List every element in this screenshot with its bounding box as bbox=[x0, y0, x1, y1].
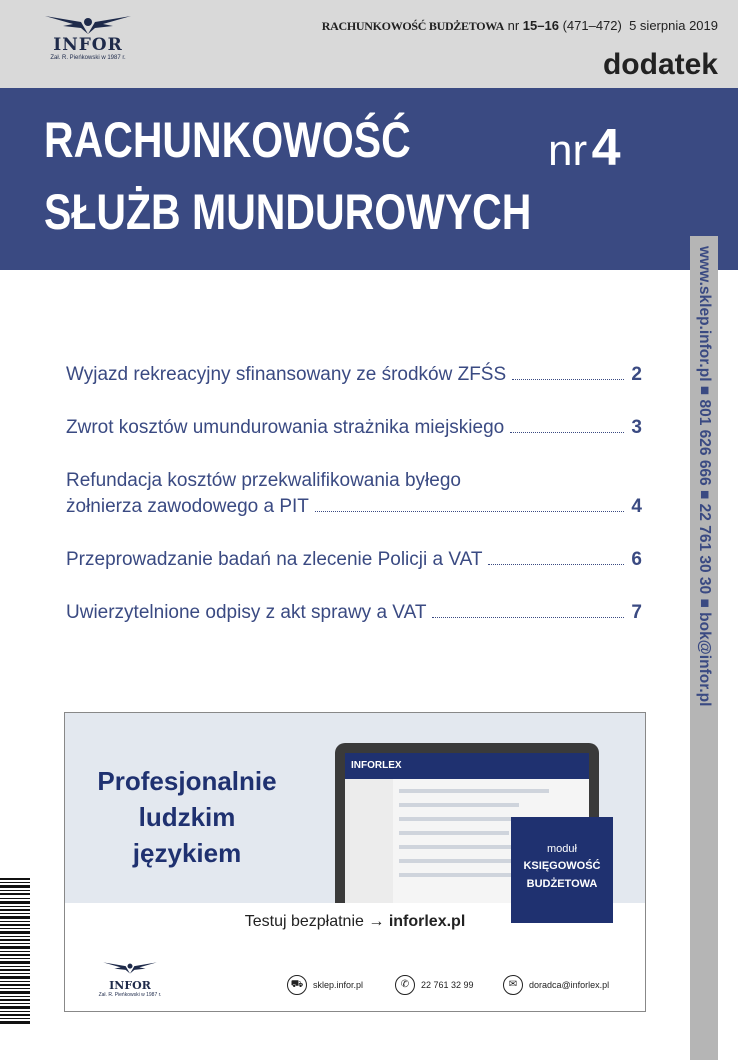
screen-row bbox=[399, 859, 529, 863]
eagle-icon bbox=[102, 961, 158, 975]
toc-page: 6 bbox=[631, 549, 642, 570]
issue-number: 15–16 bbox=[522, 18, 559, 33]
title-line-2: SŁUŻB MUNDUROWYCH bbox=[44, 184, 532, 240]
toc-leader bbox=[315, 510, 624, 512]
contact-shop-text: sklep.infor.pl bbox=[313, 980, 364, 990]
eagle-icon bbox=[43, 14, 133, 36]
toc-page: 3 bbox=[631, 417, 642, 438]
issue-total: (471–472) bbox=[562, 18, 622, 33]
toc-item[interactable] bbox=[66, 600, 642, 626]
toc-page: 7 bbox=[631, 602, 642, 623]
toc-leader bbox=[488, 563, 624, 565]
screen-sidebar bbox=[345, 779, 393, 903]
contact-email[interactable] bbox=[503, 975, 609, 995]
cta-text: Testuj bezpłatnie → bbox=[244, 913, 385, 930]
toc-leader bbox=[512, 378, 624, 380]
toc-title: Przeprowadzanie badań na zlecenie Policji a VAT bbox=[66, 549, 483, 570]
screen-row bbox=[399, 803, 519, 807]
advert-headline-1: Profesjonalnie bbox=[97, 766, 277, 796]
toc-title-continued: żołnierza zawodowego a PIT bbox=[66, 496, 309, 517]
cart-icon: ⛟ bbox=[287, 975, 307, 995]
toc-page: 4 bbox=[631, 496, 642, 517]
cta-link[interactable]: inforlex.pl bbox=[388, 913, 466, 930]
barcode bbox=[0, 878, 32, 1028]
screen-row bbox=[399, 831, 509, 835]
modul-name-1: KSIĘGOWOŚĆ bbox=[523, 860, 601, 872]
advert-headline-2: ludzkim bbox=[138, 802, 236, 832]
screen-brand: INFORLEX bbox=[345, 753, 589, 779]
advert-footer bbox=[65, 961, 645, 1011]
toc-item[interactable] bbox=[66, 547, 642, 573]
contact-shop[interactable] bbox=[287, 975, 363, 995]
supplement-number bbox=[548, 120, 621, 189]
advert-logo-sub: Zał. R. Pieńkowski w 1987 r. bbox=[98, 992, 162, 998]
toc-title: Wyjazd rekreacyjny sfinansowany ze środków ZFŚS bbox=[66, 364, 507, 385]
advert-cta[interactable] bbox=[65, 913, 645, 931]
toc-item[interactable] bbox=[66, 362, 642, 388]
supplement-label: dodatek bbox=[602, 48, 718, 81]
advert-infor-logo bbox=[95, 961, 165, 998]
title-line-1: RACHUNKOWOŚĆ bbox=[44, 112, 411, 168]
publication-name: RACHUNKOWOŚĆ BUDŻETOWA bbox=[321, 19, 504, 33]
modul-badge bbox=[511, 817, 613, 923]
advert-headline-3: językiem bbox=[132, 838, 242, 868]
toc-item[interactable] bbox=[66, 415, 642, 441]
logo-tagline: Zał. R. Pieńkowski w 1987 r. bbox=[50, 55, 126, 61]
modul-name-2: BUDŻETOWA bbox=[526, 878, 598, 890]
table-of-contents bbox=[66, 362, 642, 653]
infor-logo bbox=[28, 14, 148, 74]
issue-date: 5 sierpnia 2019 bbox=[629, 18, 718, 33]
advert-logo-word: INFOR bbox=[109, 979, 151, 992]
supplement-nr-value: 4 bbox=[591, 119, 621, 177]
toc-title: Zwrot kosztów umundurowania strażnika miejskiego bbox=[66, 417, 505, 438]
contact-email-text: doradca@inforlex.pl bbox=[529, 980, 610, 990]
modul-label: moduł bbox=[547, 843, 577, 855]
supplement-nr-label: nr bbox=[548, 126, 588, 175]
toc-page: 2 bbox=[631, 364, 642, 385]
contact-phone[interactable] bbox=[395, 975, 474, 995]
toc-title: Refundacja kosztów przekwalifikowania byłego bbox=[66, 470, 461, 491]
toc-leader bbox=[432, 616, 624, 618]
toc-leader bbox=[510, 431, 624, 433]
mail-icon: ✉ bbox=[503, 975, 523, 995]
issue-prefix: nr bbox=[507, 18, 520, 33]
toc-item[interactable] bbox=[66, 468, 642, 520]
logo-wordmark: INFOR bbox=[53, 35, 123, 55]
issue-line bbox=[322, 18, 718, 34]
phone-icon: ✆ bbox=[395, 975, 415, 995]
toc-title: Uwierzytelnione odpisy z akt sprawy a VAT bbox=[66, 602, 427, 623]
inforlex-advert[interactable] bbox=[64, 712, 646, 1012]
side-contact-text[interactable]: www.sklep.infor.pl ■ 801 626 666 ■ 22 761 30 30 ■ bok@infor.pl bbox=[696, 246, 713, 707]
advert-headline bbox=[87, 763, 287, 871]
contact-phone-text: 22 761 32 99 bbox=[421, 980, 474, 990]
screen-row bbox=[399, 789, 549, 793]
